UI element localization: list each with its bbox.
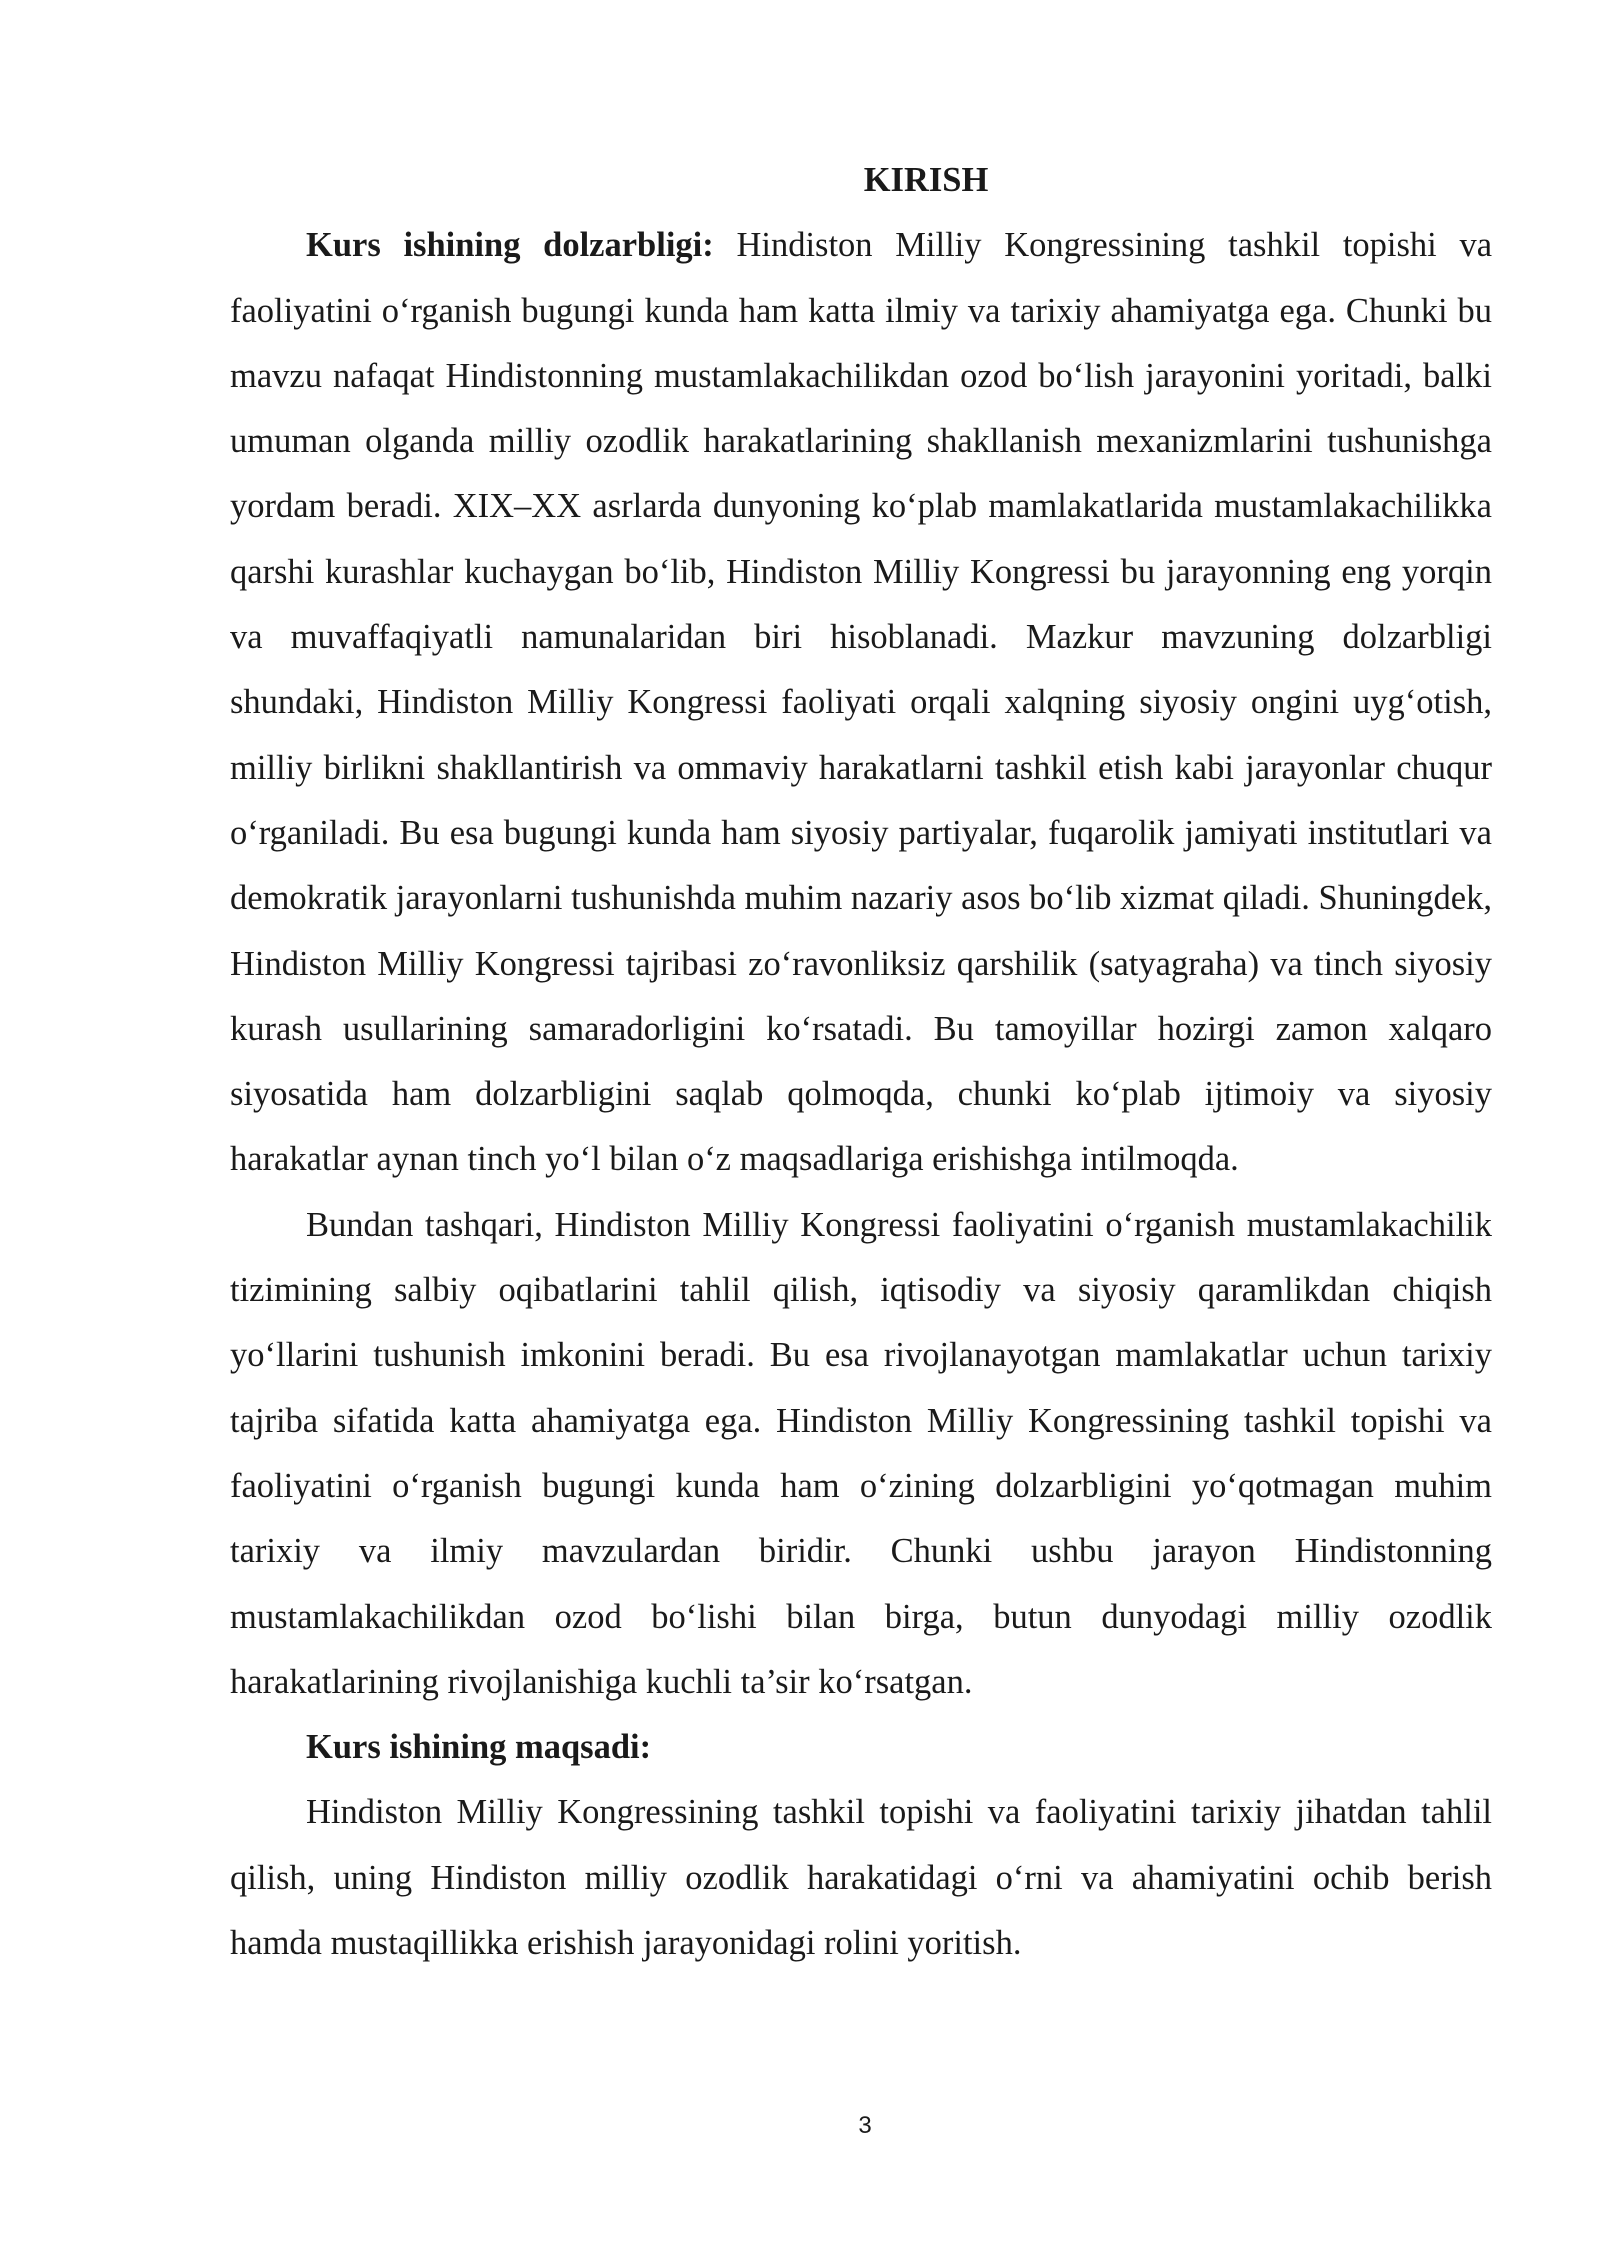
relevance-heading: Kurs ishining dolzarbligi:: [306, 226, 714, 265]
goal-heading: Kurs ishining maqsadi:: [306, 1728, 652, 1767]
relevance-paragraph-1-text: Hindiston Milliy Kongressining tashkil topishi va faoliyatini o‘rganish bugungi kunda ham katta ilmiy va tarixiy ahamiyatga ega. Chunki bu mavzu nafaqat Hindistonning mustamlakachilikdan ozod bo‘lish jarayonini yoritadi, balki umuman olganda milliy ozodlik harakatlarining shakllanish mexanizmlarini tushunishga yordam beradi. XIX–XX asrlarda dunyoning ko‘plab mamlakatlarida mustamlakachilikka qarshi kurashlar kuchaygan bo‘lib, Hindiston Milliy Kongressi bu jarayonning eng yorqin va muvaffaqiyatli namunalaridan biri hisoblanadi. Mazkur mavzuning dolzarbligi shundaki, Hindiston Milliy Kongressi faoliyati orqali xalqning siyosiy ongini uyg‘otish, milliy birlikni shakllantirish va ommaviy harakatlarni tashkil etish kabi jarayonlar chuqur o‘rganiladi. Bu esa bugungi kunda ham siyosiy partiyalar, fuqarolik jamiyati institutlari va demokratik jarayonlarni tushunishda muhim nazariy asos bo‘lib xizmat qiladi. Shuningdek, Hindiston Milliy Kongressi tajribasi zo‘ravonliksiz qarshilik (satyagraha) va tinch siyosiy kurash usullarining samaradorligini ko‘rsatadi. Bu tamoyillar hozirgi zamon xalqaro siyosatida ham dolzarbligini saqlab qolmoqda, chunki ko‘plab ijtimoiy va siyosiy harakatlar aynan tinch yo‘l bilan o‘z maqsadlariga erishishga intilmoqda.: [230, 226, 1493, 1179]
relevance-paragraph-1: [230, 213, 1492, 1192]
relevance-paragraph-2: Bundan tashqari, Hindiston Milliy Kongressi faoliyatini o‘rganish mustamlakachilik tizimining salbiy oqibatlarini tahlil qilish, iqtisodiy va siyosiy qaramlikdan chiqish yo‘llarini tushunish imkonini beradi. Bu esa rivojlanayotgan mamlakatlar uchun tarixiy tajriba sifatida katta ahamiyatga ega. Hindiston Milliy Kongressining tashkil topishi va faoliyatini o‘rganish bugungi kunda ham o‘zining dolzarbligini yo‘qotmagan muhim tarixiy va ilmiy mavzulardan biridir. Chunki ushbu jarayon Hindistonning mustamlakachilikdan ozod bo‘lishi bilan birga, butun dunyodagi milliy ozodlik harakatlarining rivojlanishiga kuchli ta’sir ko‘rsatgan.: [230, 1205, 1492, 1701]
page-number: 3: [858, 2112, 872, 2139]
document-title: KIRISH: [863, 161, 989, 199]
document-page: [230, 148, 1492, 1976]
goal-paragraph: Hindiston Milliy Kongressining tashkil topishi va faoliyatini tarixiy jihatdan tahlil qilish, uning Hindiston milliy ozodlik harakatidagi o‘rni va ahamiyatini ochib berish hamda mustaqillikka erishish jarayonidagi rolini yoritish.: [230, 1793, 1492, 1963]
